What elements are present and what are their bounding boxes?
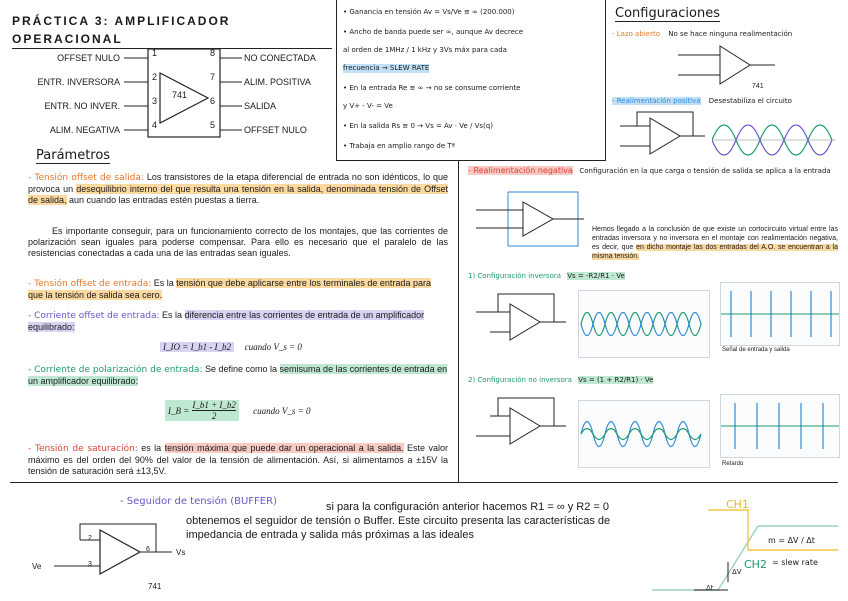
formula-ib: I_B = $\frac{I\_b1 + I\_b2}{2}$ cuando V_s = 0 <box>165 400 310 421</box>
note-8: • Trabaja en amplio rango de Tª <box>343 142 455 150</box>
slew-dv: ΔV <box>732 568 742 576</box>
slew-dt: Δt <box>706 584 714 592</box>
noninverting-waveform <box>579 401 709 467</box>
param-corriente-offset: - Corriente offset de entrada: Es la diferencia entre las corrientes de entrada de un amplificador equilibrado: <box>28 310 425 332</box>
noninverting-config: 2) Configuración no inversora Vs = (1 + R2/R1) · Ve <box>468 376 654 384</box>
notes-box <box>336 0 606 161</box>
horizontal-divider <box>10 482 838 483</box>
param-offset-entrada-title: - Tensión offset de entrada: <box>28 279 152 289</box>
pin7-label: ALIM. POSITIVA <box>244 77 311 87</box>
pin6-label: SALIDA <box>244 101 277 111</box>
pin7-number: 7 <box>210 72 216 82</box>
title-text: PRÁCTICA 3: AMPLIFICADOR OPERACIONAL <box>12 14 231 46</box>
param-corriente-offset-title: - Corriente offset de entrada: <box>28 311 160 321</box>
pin5-number: 5 <box>210 120 216 130</box>
neg-feedback: - Realimentación negativa Configuración en la que carga o tensión de salida se aplica a la entrada <box>468 166 831 175</box>
slew-ch1: CH1 <box>726 498 749 511</box>
slew-result: = slew rate <box>772 558 818 567</box>
param-offset-salida-title: - Tensión offset de salida: <box>28 173 144 183</box>
note-3: al orden de 1MHz / 1 kHz y 3Vs máx para cada <box>343 46 507 54</box>
vertical-divider <box>458 160 459 482</box>
inverting-pulses <box>721 283 839 345</box>
pin4-number: 4 <box>152 120 158 130</box>
params-heading: Parámetros <box>36 148 111 163</box>
noninverting-plot-2 <box>720 394 840 458</box>
pos-feedback: - Realimentación positiva Desestabiliza el circuito <box>612 97 792 105</box>
noninverting-pulses <box>721 395 839 457</box>
pos-feedback-circuit <box>615 108 710 168</box>
config-heading: Configuraciones <box>615 6 720 21</box>
inverting-waveform <box>579 291 709 357</box>
slew-formula: m = ΔV / Δt <box>768 536 815 545</box>
inverting-circuit <box>470 286 570 361</box>
pin5-label: OFFSET NULO <box>244 125 307 135</box>
pin3-label: ENTR. NO INVER. <box>44 101 120 111</box>
neg-feedback-text: Hemos llegado a la conclusión de que existe un cortocircuito virtual entre las entradas inversora y no inversora en el montaje con realimentación negativa, es decir, que en dicho montaje las dos entradas del A.O. se encuentran a la misma tensión. <box>592 226 839 260</box>
pin8-label: NO CONECTADA <box>244 53 316 63</box>
buffer-title: - Seguidor de tensión (BUFFER) <box>120 496 277 507</box>
inverting-plot-2 <box>720 282 840 346</box>
note-1: • Ganancia en tensión Av = Vs/Ve ≅ ∞ (200.000) <box>343 8 515 16</box>
config-divider <box>605 0 606 160</box>
inverting-plot <box>578 290 710 358</box>
note-2: • Ancho de banda puede ser ∞, aunque Av decrece <box>343 28 524 36</box>
pin4-label: ALIM. NEGATIVA <box>49 125 120 135</box>
noninverting-circuit <box>470 390 570 465</box>
pin6-number: 6 <box>210 96 216 106</box>
chip-label: 741 <box>172 90 188 100</box>
pinout-diagram <box>12 45 332 140</box>
buffer-pin6: 6 <box>146 546 150 553</box>
pin8-number: 8 <box>210 48 216 58</box>
note-7: • En la salida Rs ≅ 0 → Vs = Av · Ve / Vs(q) <box>343 122 493 130</box>
param-offset-salida-b: Es importante conseguir, para un funcionamiento correcto de los montajes, que las corrientes de polarización sean iguales para poderse compensar. Para ello es necesario que el paralelo de las resistencias conectadas a cada una de las entradas sean iguales. <box>28 226 448 258</box>
buffer-ve: Ve <box>32 562 42 571</box>
pin3-number: 3 <box>152 96 158 106</box>
noninverting-caption: Retardo <box>722 461 744 467</box>
inverting-config: 1) Configuración inversora Vs = -R2/R1 · Ve <box>468 272 625 280</box>
buffer-pin2: 2 <box>88 535 92 542</box>
param-saturacion: - Tensión de saturación: es la tensión máxima que puede dar un operacional a la salida. Este valor máximo es del orden del 90% del valor de la tensión de alimentación. Así, si alimentamos a ±15V la tensión de saturación será ±13,5V. <box>28 443 448 476</box>
note-6: y V+ - V- = Ve <box>343 102 393 110</box>
pin1-label: OFFSET NULO <box>57 53 120 63</box>
param-polarizacion-title: - Corriente de polarización de entrada: <box>28 365 203 375</box>
slew-ch2: CH2 <box>744 558 767 571</box>
inverting-caption: Señal de entrada y salida <box>722 347 790 353</box>
buffer-chip: 741 <box>148 582 162 591</box>
open-loop-chip: 741 <box>752 83 764 90</box>
neg-feedback-circuit <box>468 186 588 263</box>
note-5: • En la entrada Re ≅ ∞ → no se consume corriente <box>343 84 521 92</box>
pos-feedback-wave <box>712 118 840 167</box>
buffer-text: si para la configuración anterior hacemos R1 = ∞ y R2 = 0 obtenemos el seguidor de tensión o Buffer. Este circuito presenta las características de impedancia de entrada y salida más próximas a las ideales <box>186 501 611 541</box>
param-offset-entrada: - Tensión offset de entrada: Es la tensión que debe aplicarse entre los terminales de entrada para que la tensión de salida sea cero. <box>28 278 431 300</box>
note-4: frecuencia → SLEW RATE <box>343 64 430 72</box>
buffer-vs: Vs <box>176 548 186 557</box>
pin2-label: ENTR. INVERSORA <box>37 77 120 87</box>
pin2-number: 2 <box>152 72 158 82</box>
open-loop: - Lazo abierto No se hace ninguna realimentación <box>612 30 793 38</box>
buffer-pin3: 3 <box>88 561 92 568</box>
formula-iio: I_IO = I_b1 - I_b2 cuando V_s = 0 <box>160 342 302 353</box>
param-polarizacion: - Corriente de polarización de entrada: Se define como la semisuma de las corrientes de entrada en un amplificador equilibrado: <box>28 364 448 386</box>
noninverting-plot <box>578 400 710 468</box>
pin1-number: 1 <box>152 48 158 58</box>
param-offset-salida: - Tensión offset de salida: Los transistores de la etapa diferencial de entrada no son idénticos, lo que provoca un desequilibrio interno del que resulta una tensión en la salida, denominada tensión de Offset de salida, aun cuando las entradas estén puestas a tierra. <box>28 172 448 205</box>
page-title <box>12 12 332 49</box>
hysteresis-wave <box>712 118 840 162</box>
slew-sketch <box>648 490 844 596</box>
param-saturacion-title: - Tensión de saturación: <box>28 444 138 454</box>
